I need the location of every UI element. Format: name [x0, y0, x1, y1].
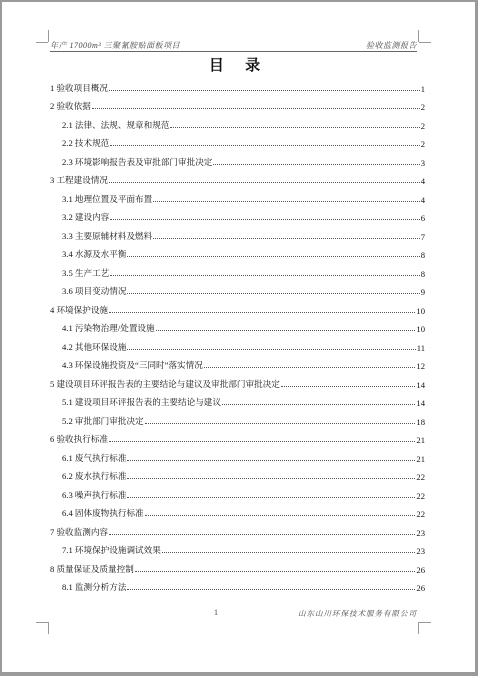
toc-entry-label: 3 工程建设情况 — [50, 175, 109, 185]
toc-entry[interactable] — [50, 94, 425, 113]
toc-entry-page: 6 — [420, 213, 425, 223]
toc-leader-dots — [156, 330, 416, 331]
toc-entry-label: 3.6 项目变动情况 — [62, 286, 127, 296]
toc-entry-page: 22 — [416, 472, 425, 482]
toc-entry-page: 18 — [416, 416, 425, 427]
toc-entry[interactable] — [50, 501, 425, 520]
toc-leader-dots — [92, 108, 420, 109]
toc-entry-page: 22 — [416, 509, 425, 519]
crop-mark-bottom-left-v — [48, 622, 49, 634]
toc-leader-dots — [204, 367, 416, 368]
toc-entry[interactable] — [50, 334, 425, 353]
toc-entry[interactable] — [50, 538, 425, 557]
toc-entry-page: 12 — [416, 361, 425, 371]
toc-leader-dots — [170, 127, 419, 128]
toc-entry[interactable] — [50, 223, 425, 242]
toc-entry-page: 3 — [420, 157, 425, 168]
toc-leader-dots — [127, 256, 419, 257]
toc-entry-label: 4.1 污染物治理/处置设施 — [62, 323, 155, 333]
toc-entry-label: 6.4 固体废物执行标准 — [62, 508, 144, 518]
toc-leader-dots — [127, 478, 415, 479]
footer-page-number: 1 — [214, 608, 218, 617]
toc-entry-label: 7.1 环境保护设施调试效果 — [62, 545, 161, 555]
toc-leader-dots — [127, 589, 415, 590]
toc-entry-page: 26 — [416, 583, 425, 593]
toc-entry[interactable] — [50, 316, 425, 335]
crop-mark-top-right-h — [419, 42, 431, 43]
crop-mark-top-left-v — [48, 30, 49, 42]
crop-mark-bottom-right-h — [419, 622, 431, 623]
toc-entry-label: 2.3 环境影响报告表及审批部门审批决定 — [62, 156, 213, 167]
toc-entry-page: 2 — [420, 139, 425, 149]
toc-entry-label: 6.1 废气执行标准 — [62, 452, 127, 463]
toc-entry[interactable] — [50, 75, 425, 94]
toc-entry-label: 3.1 地理位置及平面布置 — [62, 193, 153, 204]
toc-leader-dots — [153, 238, 419, 239]
toc-entry-page: 1 — [420, 83, 425, 94]
header-report-title: 验收监测报告 — [366, 41, 417, 50]
toc-entry-label: 2.2 技术规范 — [62, 138, 110, 148]
toc-entry-label: 4 环境保护设施 — [50, 304, 109, 315]
toc-entry-page: 8 — [420, 250, 425, 260]
crop-mark-top-right-v — [418, 30, 419, 42]
toc-entry-label: 8.1 监测分析方法 — [62, 582, 127, 592]
toc-entry-label: 1 验收项目概况 — [50, 82, 109, 93]
toc-leader-dots — [109, 312, 415, 313]
toc-leader-dots — [109, 534, 415, 535]
toc-entry[interactable] — [50, 260, 425, 279]
toc-leader-dots — [281, 386, 416, 387]
crop-mark-bottom-left-h — [36, 622, 48, 623]
toc-entry[interactable] — [50, 168, 425, 187]
toc-entry-label: 5.2 审批部门审批决定 — [62, 415, 144, 426]
toc-entry-page: 4 — [420, 176, 425, 186]
toc-entry-label: 7 验收监测内容 — [50, 526, 109, 537]
toc-leader-dots — [127, 293, 419, 294]
toc-entry[interactable] — [50, 242, 425, 261]
toc-entry[interactable] — [50, 464, 425, 483]
toc-entry[interactable] — [50, 482, 425, 501]
toc-entry-page: 7 — [420, 231, 425, 242]
toc-entry-label: 3.2 建设内容 — [62, 212, 110, 222]
toc-leader-dots — [110, 219, 419, 220]
toc-entry-page: 10 — [416, 324, 425, 334]
toc-leader-dots — [222, 404, 415, 405]
toc-leader-dots — [127, 349, 415, 350]
toc-entry-page: 2 — [420, 120, 425, 131]
toc-entry[interactable] — [50, 131, 425, 150]
toc-entry[interactable] — [50, 575, 425, 594]
toc-entry-page: 4 — [420, 194, 425, 205]
toc-leader-dots — [109, 441, 415, 442]
toc-entry-page: 2 — [420, 102, 425, 112]
toc-entry-page: 11 — [416, 342, 425, 353]
toc-entry-page: 14 — [416, 398, 425, 408]
toc-entry-page: 26 — [416, 564, 425, 575]
toc-leader-dots — [213, 164, 419, 165]
header-project-title: 年产 17000m³ 三聚氰胺贴面板项目 — [50, 41, 181, 50]
toc-leader-dots — [145, 423, 416, 424]
toc-entry-label: 2.1 法律、法规、规章和规范 — [62, 119, 170, 130]
toc-entry[interactable] — [50, 427, 425, 446]
toc-leader-dots — [127, 460, 415, 461]
toc-entry-page: 14 — [416, 379, 425, 390]
toc-entry-label: 2 验收依据 — [50, 101, 91, 111]
toc-entry-label: 4.2 其他环保设施 — [62, 341, 127, 352]
page-title: 目 录 — [208, 56, 269, 74]
toc-entry-label: 3.3 主要原辅材料及燃料 — [62, 230, 153, 241]
toc-leader-dots — [162, 552, 416, 553]
toc-entry[interactable] — [50, 353, 425, 372]
toc-entry[interactable] — [50, 186, 425, 205]
toc-leader-dots — [153, 201, 419, 202]
toc-leader-dots — [127, 497, 415, 498]
toc-entry-label: 5.1 建设项目环评报告表的主要结论与建议 — [62, 397, 221, 407]
toc-entry[interactable] — [50, 408, 425, 427]
toc-leader-dots — [109, 90, 420, 91]
toc-entry-label: 5 建设项目环评报告表的主要结论与建议及审批部门审批决定 — [50, 378, 280, 389]
toc-entry-label: 8 质量保证及质量控制 — [50, 563, 134, 574]
toc-entry-page: 22 — [416, 490, 425, 501]
toc-leader-dots — [145, 515, 416, 516]
toc-entry-page: 23 — [416, 527, 425, 538]
toc-entry-label: 6.2 废水执行标准 — [62, 471, 127, 481]
toc-entry[interactable] — [50, 149, 425, 168]
toc-entry-page: 21 — [416, 453, 425, 464]
toc-entry-page: 9 — [420, 287, 425, 297]
toc-leader-dots — [110, 145, 419, 146]
footer-company: 山东山川环保技术服务有限公司 — [298, 609, 417, 618]
toc-leader-dots — [110, 275, 419, 276]
header-rule — [50, 51, 417, 52]
table-of-contents — [50, 75, 425, 593]
toc-entry[interactable] — [50, 390, 425, 409]
toc-leader-dots — [135, 571, 416, 572]
toc-entry-page: 10 — [416, 305, 425, 316]
toc-entry[interactable] — [50, 371, 425, 390]
toc-entry-label: 3.5 生产工艺 — [62, 267, 110, 278]
toc-entry-page: 23 — [416, 546, 425, 556]
toc-entry[interactable] — [50, 112, 425, 131]
toc-entry[interactable] — [50, 279, 425, 298]
toc-entry-label: 3.4 水源及水平衡 — [62, 249, 127, 259]
crop-mark-bottom-right-v — [418, 622, 419, 634]
toc-leader-dots — [109, 182, 420, 183]
toc-entry-label: 6.3 噪声执行标准 — [62, 489, 127, 500]
toc-entry-label: 6 验收执行标准 — [50, 434, 109, 444]
crop-mark-top-left-h — [36, 42, 48, 43]
toc-entry-page: 21 — [416, 435, 425, 445]
toc-entry[interactable] — [50, 556, 425, 575]
toc-entry[interactable] — [50, 205, 425, 224]
toc-entry-label: 4.3 环保设施投资及“三同时”落实情况 — [62, 360, 203, 370]
toc-entry[interactable] — [50, 519, 425, 538]
toc-entry-page: 8 — [420, 268, 425, 279]
toc-entry[interactable] — [50, 297, 425, 316]
toc-entry[interactable] — [50, 445, 425, 464]
document-page — [2, 2, 475, 672]
